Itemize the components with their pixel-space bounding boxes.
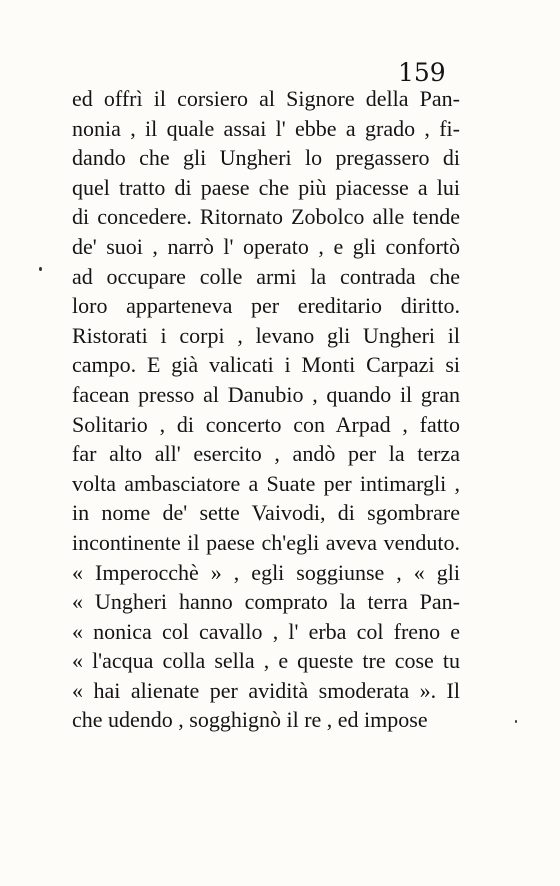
body-text: [72, 84, 460, 735]
text-line: volta ambasciatore a Suate per intimargli ,: [72, 470, 460, 496]
text-line: « nonica col cavallo , l' erba col freno e: [72, 618, 460, 644]
text-line: incontinente il paese ch'egli aveva venduto.: [72, 529, 460, 555]
text-line: ad occupare colle armi la contrada che: [72, 263, 460, 289]
text-line: facean presso al Danubio , quando il gran: [72, 381, 460, 407]
print-speck: [39, 267, 42, 271]
text-line: Solitario , di concerto con Arpad , fatto: [72, 411, 460, 437]
text-line: loro apparteneva per ereditario diritto.: [72, 293, 460, 319]
text-line: campo. E già valicati i Monti Carpazi si: [72, 352, 460, 378]
text-line: dando che gli Ungheri lo pregassero di: [72, 145, 460, 171]
text-line: « hai alienate per avidità smoderata ». Il: [72, 677, 460, 703]
text-line: che udendo , sogghignò il re , ed impose: [72, 707, 428, 733]
text-line: quel tratto di paese che più piacesse a lui: [72, 174, 460, 200]
text-line: de' suoi , narrò l' operato , e gli confortò: [72, 233, 460, 259]
print-speck: [515, 720, 517, 723]
text-line: in nome de' sette Vaivodi, di sgombrare: [72, 500, 460, 526]
text-line: « Ungheri hanno comprato la terra Pan-: [72, 589, 460, 615]
text-line: nonia , il quale assai l' ebbe a grado , fi-: [72, 115, 460, 141]
text-line: far alto all' esercito , andò per la terza: [72, 441, 460, 467]
text-line: ed offrì il corsiero al Signore della Pan-: [72, 86, 460, 111]
text-line: « Imperocchè » , egli soggiunse , « gli: [72, 559, 460, 585]
text-line: di concedere. Ritornato Zobolco alle tende: [72, 204, 460, 230]
text-line: « l'acqua colla sella , e queste tre cose tu: [72, 648, 460, 674]
text-line: Ristorati i corpi , levano gli Ungheri il: [72, 322, 460, 348]
page-number: 159: [398, 58, 446, 87]
